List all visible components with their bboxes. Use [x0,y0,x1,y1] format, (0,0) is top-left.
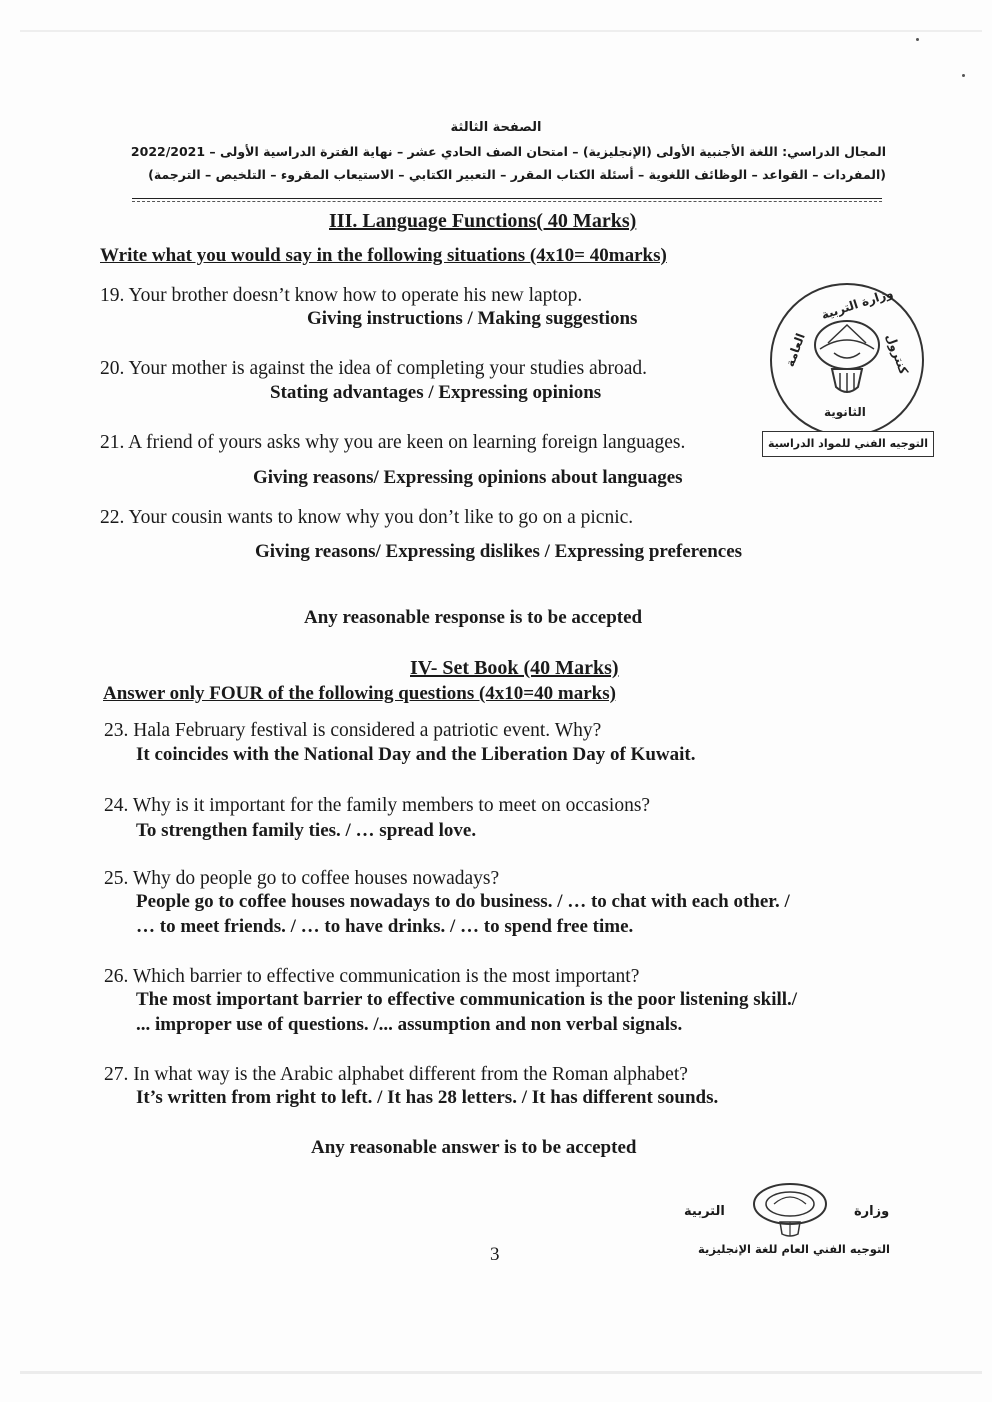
header-topics-line: (المفردات – القواعد – الوظائف اللغوية – أسئلة الكتاب المقرر – التعبير الكتابي – الاستيعاب المقروء – التلخيص – الترجمة) [148,167,886,182]
scan-edge-bottom [20,1371,982,1374]
answer-20: Stating advantages / Expressing opinions [270,382,602,403]
scan-edge-top [20,30,982,32]
scan-speck [962,74,965,77]
header-divider [132,198,882,199]
answer-24: To strengthen family ties. / … spread love. [136,820,477,841]
question-26: 26. Which barrier to effective communication is the most important? [104,966,640,987]
control-seal-stamp [770,283,924,437]
answer-22: Giving reasons/ Expressing dislikes / Expressing preferences [255,541,743,562]
question-24: 24. Why is it important for the family members to meet on occasions? [104,795,651,816]
page-number: 3 [490,1244,500,1265]
answer-26-line1: The most important barrier to effective communication is the poor listening skill./ [136,989,798,1010]
seal-text-top: وزارة التربية [819,285,895,323]
header-divider-dashed [132,201,882,202]
question-19: 19. Your brother doesn’t know how to operate his new laptop. [100,285,583,306]
section-title-language-functions: III. Language Functions( 40 Marks) [329,210,637,232]
seal-text-right: كنترول [883,331,911,377]
answer-19: Giving instructions / Making suggestions [307,308,638,329]
question-22: 22. Your cousin wants to know why you don’t like to go on a picnic. [100,507,634,528]
kuwait-emblem-icon [808,313,886,403]
answer-21: Giving reasons/ Expressing opinions about languages [253,467,683,488]
seal-label-box: التوجيه الفني للمواد الدراسية [762,431,934,457]
answer-27: It’s written from right to left. / It has 28 letters. / It has different sounds. [136,1087,719,1108]
page-label-arabic: الصفحة الثالثة [450,120,542,135]
stamp-word-left: التربية [684,1204,725,1219]
question-23: 23. Hala February festival is considered a patriotic event. Why? [104,720,602,741]
answer-25-line2: … to meet friends. / … to have drinks. / … to spend free time. [136,916,634,937]
answer-26-line2: ... improper use of questions. /... assumption and non verbal signals. [136,1014,683,1035]
section-instruction: Write what you would say in the following situations (4x10= 40marks) [100,245,667,266]
stamp-word-right: وزارة [854,1204,890,1219]
ministry-emblem-icon [748,1180,832,1238]
section4-note: Any reasonable answer is to be accepted [311,1137,637,1158]
header-subject-line: المجال الدراسي: اللغة الأجنبية الأولى (الإنجليزية) – امتحان الصف الحادي عشر – نهاية الفترة الدراسية الأولى – 2022/2021 [130,144,886,159]
question-20: 20. Your mother is against the idea of completing your studies abroad. [100,358,647,379]
question-27: 27. In what way is the Arabic alphabet different from the Roman alphabet? [104,1064,688,1085]
section-instruction: Answer only FOUR of the following questions (4x10=40 marks) [103,683,616,704]
seal-text-bottom: الثانوية [824,405,866,419]
scan-speck [916,38,919,41]
question-25: 25. Why do people go to coffee houses nowadays? [104,868,500,889]
section-title-set-book: IV- Set Book (40 Marks) [410,657,619,679]
signature-stamp [676,1174,912,1266]
answer-23: It coincides with the National Day and the Liberation Day of Kuwait. [136,744,696,765]
answer-25-line1: People go to coffee houses nowadays to do business. / … to chat with each other. / [136,891,790,912]
section3-note: Any reasonable response is to be accepted [304,607,643,628]
stamp-department-text: التوجيه الفني العام للغة الإنجليزية [698,1242,890,1256]
question-21: 21. A friend of yours asks why you are keen on learning foreign languages. [100,432,686,453]
seal-text-left: العامة [782,331,808,369]
